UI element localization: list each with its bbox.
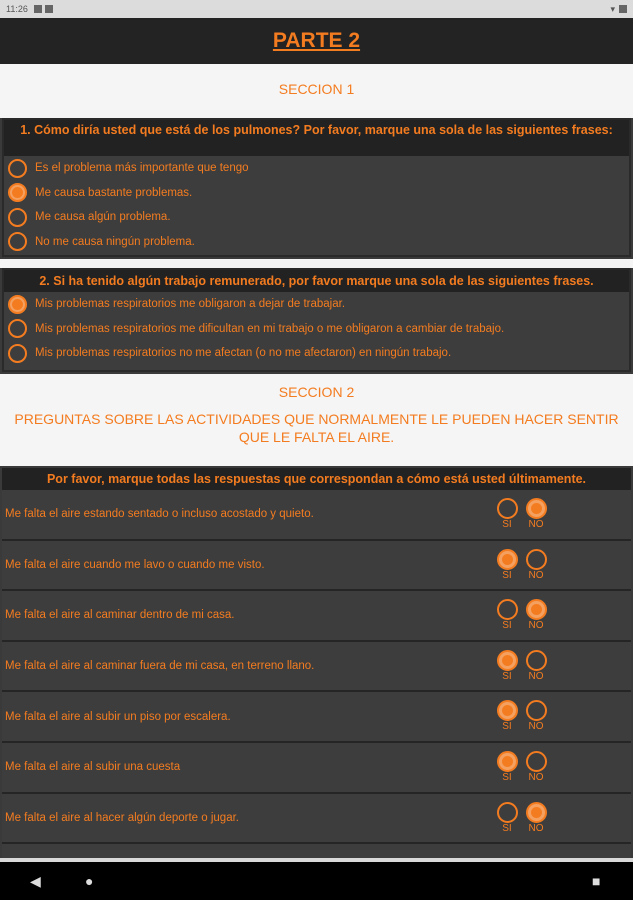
sd-card-icon	[45, 5, 53, 13]
q2-option[interactable]	[4, 292, 629, 317]
yes-radio-button[interactable]	[497, 751, 518, 772]
question-3-card	[2, 468, 631, 858]
yes-no-choices	[496, 599, 547, 631]
q1-option[interactable]	[4, 230, 629, 255]
app-bar	[0, 18, 633, 64]
question-row-label: Me falta el aire cuando me lavo o cuando me visto.	[5, 558, 265, 571]
no-caption: NO	[528, 771, 544, 783]
yes-caption: SI	[502, 771, 512, 783]
section2-header	[0, 374, 633, 466]
no-radio-button[interactable]	[526, 802, 547, 823]
q2-option[interactable]	[4, 341, 629, 366]
no-option[interactable]	[525, 498, 547, 530]
status-time: 11:26	[6, 4, 28, 14]
yes-option[interactable]	[496, 751, 518, 783]
no-option[interactable]	[525, 751, 547, 783]
question-row-label: Me falta el aire estando sentado o incluso acostado y quieto.	[5, 508, 314, 521]
no-option[interactable]	[525, 549, 547, 581]
no-caption: NO	[528, 822, 544, 834]
option-label: Es el problema más importante que tengo	[35, 162, 249, 175]
radio-button[interactable]	[8, 232, 27, 251]
yes-no-choices	[496, 802, 547, 834]
divider	[0, 259, 633, 268]
question-row	[2, 490, 631, 541]
yes-radio-button[interactable]	[497, 498, 518, 519]
yes-no-choices	[496, 700, 547, 732]
yes-no-choices	[496, 751, 547, 783]
question-row	[2, 743, 631, 794]
no-caption: NO	[528, 670, 544, 682]
radio-button[interactable]	[8, 208, 27, 227]
q1-option[interactable]	[4, 156, 629, 181]
yes-no-choices	[496, 549, 547, 581]
question-row	[2, 591, 631, 642]
radio-button[interactable]	[8, 344, 27, 363]
yes-option[interactable]	[496, 498, 518, 530]
no-option[interactable]	[525, 599, 547, 631]
question-2-options	[4, 292, 629, 366]
question-row	[2, 794, 631, 845]
question-row-label: Me falta el aire al hacer algún deporte o jugar.	[5, 811, 239, 824]
no-radio-button[interactable]	[526, 650, 547, 671]
no-radio-button[interactable]	[526, 599, 547, 620]
question-row	[2, 541, 631, 592]
q2-option[interactable]	[4, 317, 629, 342]
option-label: Me causa bastante problemas.	[35, 186, 193, 199]
section2-title: SECCION 2	[278, 384, 355, 400]
q1-option[interactable]	[4, 205, 629, 230]
section1-header	[0, 64, 633, 114]
yes-radio-button[interactable]	[497, 650, 518, 671]
section2-subtitle: PREGUNTAS SOBRE LAS ACTIVIDADES QUE NORMALMENTE LE PUEDEN HACER SENTIR QUE LE FALTA EL AIRE.	[14, 411, 619, 445]
wifi-icon: ▾	[610, 3, 615, 14]
yes-caption: SI	[502, 721, 512, 733]
yes-no-choices	[496, 650, 547, 682]
option-label: No me causa ningún problema.	[35, 235, 195, 248]
question-1-text: 1. Cómo diría usted que está de los pulmones? Por favor, marque una sola de las siguientes frases:	[4, 120, 629, 156]
question-2-card	[2, 268, 631, 372]
option-label: Mis problemas respiratorios me obligaron a dejar de trabajar.	[35, 298, 346, 311]
yes-caption: SI	[502, 519, 512, 530]
option-label: Me causa algún problema.	[35, 211, 171, 224]
no-radio-button[interactable]	[526, 549, 547, 570]
question-1-options	[4, 156, 629, 254]
no-option[interactable]	[525, 650, 547, 682]
radio-button[interactable]	[8, 295, 27, 314]
yes-option[interactable]	[496, 599, 518, 631]
yes-radio-button[interactable]	[497, 599, 518, 620]
yes-option[interactable]	[496, 802, 518, 834]
yes-option[interactable]	[496, 700, 518, 732]
radio-button[interactable]	[8, 183, 27, 202]
question-2-text: 2. Si ha tenido algún trabajo remunerado, por favor marque una sola de las siguientes frases.	[4, 270, 629, 292]
section1-title: SECCION 1	[278, 81, 355, 97]
question-3-rows	[2, 490, 631, 844]
notification-icon	[34, 5, 42, 13]
yes-no-choices	[496, 498, 547, 530]
yes-option[interactable]	[496, 650, 518, 682]
page-title: PARTE 2	[272, 29, 361, 52]
radio-button[interactable]	[8, 319, 27, 338]
no-caption: NO	[528, 721, 544, 733]
yes-radio-button[interactable]	[497, 802, 518, 823]
recents-icon[interactable]: ■	[592, 873, 601, 889]
navigation-bar	[0, 862, 633, 900]
no-option[interactable]	[525, 802, 547, 834]
no-option[interactable]	[525, 700, 547, 732]
no-caption: NO	[528, 620, 544, 632]
yes-radio-button[interactable]	[497, 549, 518, 570]
question-1-card	[2, 118, 631, 257]
question-row	[2, 692, 631, 743]
yes-caption: SI	[502, 822, 512, 834]
question-row-label: Me falta el aire al subir un piso por escalera.	[5, 710, 231, 723]
question-3-text: Por favor, marque todas las respuestas que correspondan a cómo está usted últimamente.	[2, 468, 631, 490]
yes-radio-button[interactable]	[497, 700, 518, 721]
yes-caption: SI	[502, 670, 512, 682]
yes-caption: SI	[502, 620, 512, 632]
no-radio-button[interactable]	[526, 498, 547, 519]
question-row	[2, 642, 631, 693]
no-radio-button[interactable]	[526, 751, 547, 772]
no-caption: NO	[528, 569, 544, 581]
question-row-label: Me falta el aire al caminar fuera de mi casa, en terreno llano.	[5, 660, 315, 673]
status-bar	[0, 0, 633, 18]
option-label: Mis problemas respiratorios no me afectan (o no me afectaron) en ningún trabajo.	[35, 347, 452, 360]
battery-icon	[619, 5, 627, 13]
home-icon[interactable]: ●	[85, 873, 94, 889]
question-row-label: Me falta el aire al caminar dentro de mi casa.	[5, 609, 235, 622]
back-icon[interactable]: ◀	[30, 873, 41, 889]
question-row-label: Me falta el aire al subir una cuesta	[5, 761, 181, 774]
q1-option[interactable]	[4, 181, 629, 206]
no-radio-button[interactable]	[526, 700, 547, 721]
yes-option[interactable]	[496, 549, 518, 581]
no-caption: NO	[528, 519, 544, 530]
yes-caption: SI	[502, 569, 512, 581]
option-label: Mis problemas respiratorios me dificultan en mi trabajo o me obligaron a cambiar de trabajo.	[35, 322, 505, 335]
radio-button[interactable]	[8, 159, 27, 178]
